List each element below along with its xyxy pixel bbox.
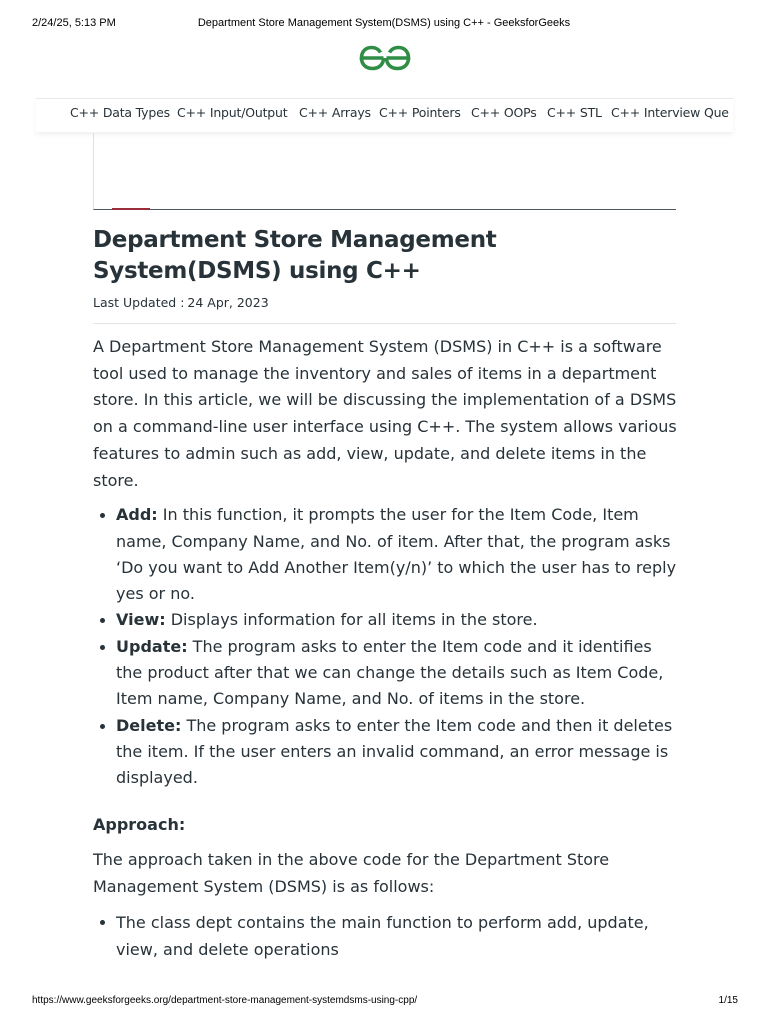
feature-text: The program asks to enter the Item code and it identifies the product after that we can change the details such as Item Code, Item name, Company Name, and No. of items in the store. (116, 636, 664, 709)
nav-item-cpp-oops[interactable]: C++ OOPs (471, 105, 537, 120)
approach-heading: Approach: (93, 815, 186, 835)
print-url: https://www.geeksforgeeks.org/department-store-management-systemdsms-using-cpp/ (32, 995, 418, 1006)
nav-item-cpp-stl[interactable]: C++ STL (547, 105, 602, 120)
list-item (93, 607, 683, 633)
approach-intro: The approach taken in the above code for the Department Store Management System (DSMS) is as follows: (93, 850, 610, 897)
last-updated (93, 295, 683, 310)
feature-text: The program asks to enter the Item code and then it deletes the item. If the user enters an invalid command, an error message is displayed. (116, 715, 673, 788)
list-item (93, 502, 683, 607)
print-page-title: Department Store Management System(DSMS) using C++ - GeeksforGeeks (197, 17, 571, 29)
print-footer (0, 995, 768, 1009)
approach-list (93, 909, 683, 963)
feature-list (93, 502, 683, 791)
nav-item-cpp-data-types[interactable]: C++ Data Types (70, 105, 170, 120)
last-updated-label: Last Updated : (93, 295, 185, 310)
ad-accent-bar (112, 208, 150, 210)
nav-item-cpp-arrays[interactable]: C++ Arrays (299, 105, 371, 120)
ad-placeholder (93, 133, 676, 210)
title-divider (93, 323, 676, 324)
print-datetime: 2/24/25, 5:13 PM (32, 17, 116, 29)
bullet-icon (100, 724, 105, 729)
article-title: Department Store Management System(DSMS) using C++ (93, 227, 497, 284)
feature-text: In this function, it prompts the user for the Item Code, Item name, Company Name, and No. of item. After that, the program asks ‘Do you want to Add Another Item(y/n)’ to which the user has to reply yes or no. (116, 505, 677, 604)
intro-paragraph: A Department Store Management System (DSMS) in C++ is a software tool used to manage the inventory and sales of items in a department store. In this article, we will be discussing the implementation of a DSMS on a command-line user interface using C++. The system allows various features to admin such as add, view, update, and delete items in the store. (93, 337, 677, 490)
nav-item-cpp-pointers[interactable]: C++ Pointers (379, 105, 461, 120)
topic-nav (36, 98, 733, 132)
logo-svg (356, 44, 414, 72)
feature-term: View: (116, 610, 166, 630)
bullet-icon (100, 645, 105, 650)
print-header (0, 0, 768, 40)
bullet-icon (100, 513, 105, 518)
nav-item-cpp-input-output[interactable]: C++ Input/Output (177, 105, 288, 120)
feature-text: Displays information for all items in the store. (165, 610, 538, 630)
list-item (93, 634, 683, 713)
feature-term: Delete: (116, 715, 182, 735)
article (93, 225, 683, 963)
list-item (93, 713, 683, 792)
nav-item-cpp-interview-questions[interactable]: C++ Interview Que (611, 105, 729, 120)
print-page-number: 1/15 (718, 995, 738, 1006)
last-updated-date: 24 Apr, 2023 (187, 295, 269, 310)
feature-term: Update: (116, 636, 188, 656)
approach-item-text: The class dept contains the main function to perform add, update, view, and delete operations (116, 912, 649, 959)
list-item (93, 909, 683, 963)
bullet-icon (100, 920, 105, 925)
geeksforgeeks-logo-icon[interactable] (356, 44, 414, 72)
feature-term: Add: (116, 505, 158, 525)
bullet-icon (100, 618, 105, 623)
